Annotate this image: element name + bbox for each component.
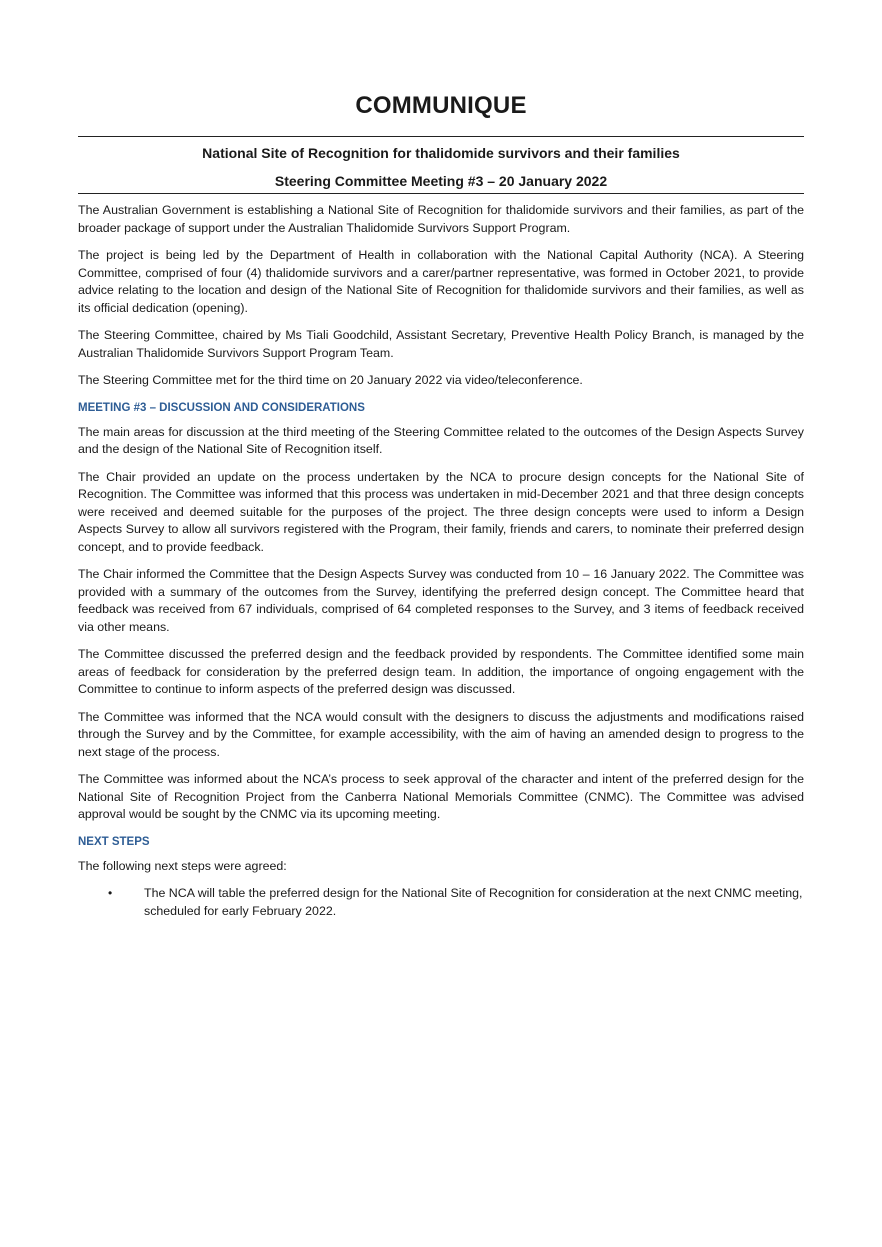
list-item xyxy=(78,885,804,920)
title-divider xyxy=(78,136,804,137)
document-body xyxy=(78,202,804,920)
list-item-text: The NCA will table the preferred design for the National Site of Recognition for consideration at the next CNMC meeting, scheduled for early February 2022. xyxy=(144,886,803,918)
meeting-title: Steering Committee Meeting #3 – 20 January 2022 xyxy=(274,173,608,189)
intro-paragraph: The project is being led by the Department of Health in collaboration with the National Capital Authority (NCA). A Steering Committee, comprised of four (4) thalidomide survivors and a carer/partner representative, was formed in October 2021, to provide advice relating to the location and design of the National Site of Recognition for thalidomide survivors and their families, as well as its official dedication (opening). xyxy=(78,248,804,315)
next-steps-intro: The following next steps were agreed: xyxy=(78,858,287,873)
discussion-paragraph: The main areas for discussion at the third meeting of the Steering Committee related to the outcomes of the Design Aspects Survey and the design of the National Site of Recognition itself. xyxy=(78,424,804,456)
document-page xyxy=(78,88,804,930)
discussion-paragraph: The Committee was informed about the NCA’s process to seek approval of the character and intent of the preferred design for the National Site of Recognition Project from the Canberra National Memorials Committee (CNMC). The Committee was advised approval would be sought by the CNMC via its upcoming meeting. xyxy=(78,772,804,821)
next-steps-heading: NEXT STEPS xyxy=(78,835,150,848)
document-subtitle: National Site of Recognition for thalidomide survivors and their families xyxy=(202,145,680,161)
discussion-paragraph: The Chair provided an update on the process undertaken by the NCA to procure design concepts for the National Site of Recognition. The Committee was informed that this process was undertaken in mid-December 2021 and that three design concepts were received and deemed suitable for the purposes of the project. The three design concepts were used to inform a Design Aspects Survey to allow all survivors registered with the Program, their family, friends and carers, to nominate their preferred design concept, and to provide feedback. xyxy=(78,469,804,554)
intro-paragraph: The Steering Committee met for the third time on 20 January 2022 via video/teleconference. xyxy=(78,373,583,387)
discussion-heading: MEETING #3 – DISCUSSION AND CONSIDERATIONS xyxy=(78,401,365,414)
bullet-icon: • xyxy=(108,886,113,900)
intro-paragraph: The Steering Committee, chaired by Ms Tiali Goodchild, Assistant Secretary, Preventive Health Policy Branch, is managed by the Australian Thalidomide Survivors Support Program Team. xyxy=(78,328,804,360)
discussion-paragraph: The Committee was informed that the NCA would consult with the designers to discuss the adjustments and modifications raised through the Survey and by the Committee, for example accessibility, with the aim of having an amended design to progress to the next stage of the process. xyxy=(78,709,804,759)
next-steps-list xyxy=(78,885,804,920)
discussion-paragraph: The Chair informed the Committee that the Design Aspects Survey was conducted from 10 – 16 January 2022. The Committee was provided with a summary of the outcomes from the Survey, identifying the preferred design concept. The Committee heard that feedback was received from 67 individuals, comprised of 64 completed responses to the Survey, and 3 items of feedback received via other means. xyxy=(78,567,804,634)
header-divider xyxy=(78,193,804,194)
document-title: COMMUNIQUE xyxy=(355,92,527,119)
discussion-paragraph: The Committee discussed the preferred design and the feedback provided by respondents. The Committee identified some main areas of feedback for consideration by the preferred design team. In addition, the importance of ongoing engagement with the Committee to continue to inform aspects of the preferred design was discussed. xyxy=(78,647,804,696)
intro-paragraph: The Australian Government is establishing a National Site of Recognition for thalidomide survivors and their families, as part of the broader package of support under the Australian Thalidomide Survivors Support Program. xyxy=(78,203,804,235)
